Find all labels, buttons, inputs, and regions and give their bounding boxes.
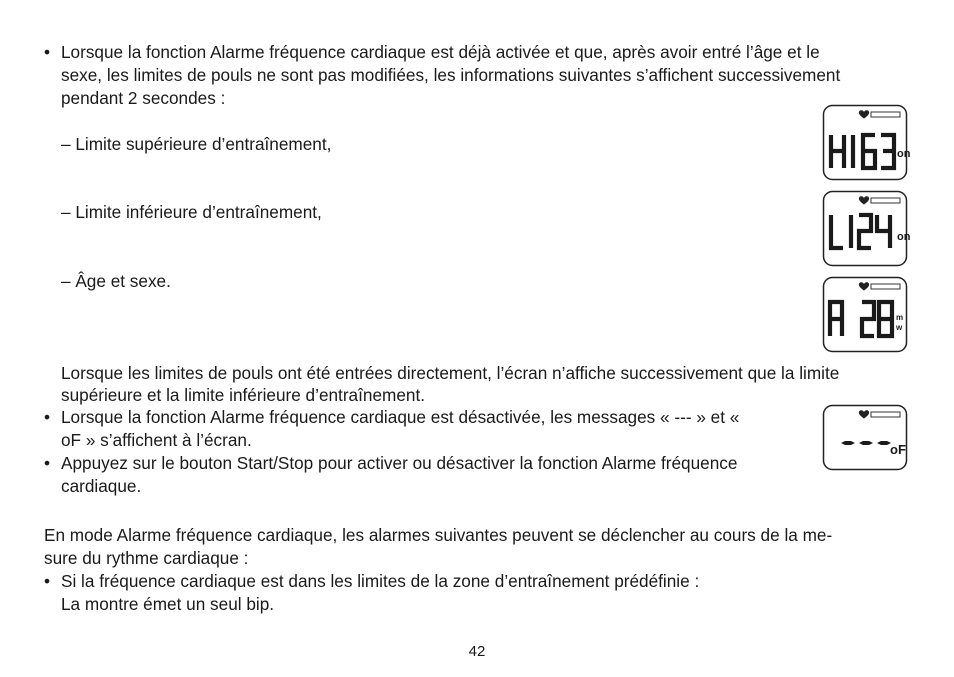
- lcd-suffix: oF: [890, 442, 906, 457]
- lcd-display-off: [822, 404, 908, 471]
- paragraph-line: Lorsque la fonction Alarme fréquence cardiaque est désactivée, les messages « --- » et «: [61, 407, 740, 427]
- paragraph-line: Lorsque la fonction Alarme fréquence cardiaque est déjà activée et que, après avoir entré l’âge et le: [61, 42, 820, 62]
- lcd-suffix: on: [897, 148, 911, 160]
- lcd-display-age-sex: [822, 276, 908, 353]
- bullet-mark: •: [44, 571, 51, 591]
- heart-icon: [859, 410, 869, 418]
- paragraph-line: supérieure et la limite inférieure d’entraînement.: [61, 385, 425, 405]
- lcd-display-lower-limit: [822, 190, 911, 267]
- paragraph-line: Si la fréquence cardiaque est dans les limites de la zone d’entraînement prédéfinie :: [61, 571, 700, 591]
- paragraph-line: sure du rythme cardiaque :: [44, 548, 249, 568]
- paragraph-line: Appuyez sur le bouton Start/Stop pour activer ou désactiver la fonction Alarme fréquence: [61, 453, 738, 473]
- lcd-suffix-top: m: [896, 313, 904, 322]
- list-item-upper-limit: – Limite supérieure d’entraînement,: [61, 134, 332, 154]
- lcd-suffix-bottom: w: [896, 323, 903, 332]
- lcd-display-upper-limit: [822, 104, 911, 181]
- paragraph-line: cardiaque.: [61, 476, 142, 496]
- page-number: 42: [468, 643, 486, 660]
- paragraph-line: pendant 2 secondes :: [61, 88, 226, 108]
- paragraph-line: Lorsque les limites de pouls ont été entrées directement, l’écran n’affiche successivement que la limite: [61, 363, 840, 383]
- list-item-lower-limit: – Limite inférieure d’entraînement,: [61, 202, 322, 222]
- paragraph-line: La montre émet un seul bip.: [61, 594, 275, 614]
- bullet-mark: •: [44, 42, 51, 62]
- paragraph-line: En mode Alarme fréquence cardiaque, les alarmes suivantes peuvent se déclencher au cours de la me-: [44, 525, 833, 545]
- paragraph-line: sexe, les limites de pouls ne sont pas modifiées, les informations suivantes s’affichent successivement: [61, 65, 841, 85]
- bullet-mark: •: [44, 407, 51, 427]
- bullet-mark: •: [44, 453, 51, 473]
- heart-icon: [859, 110, 869, 118]
- heart-icon: [859, 282, 869, 290]
- paragraph-line: oF » s’affichent à l’écran.: [61, 430, 252, 450]
- list-item-age-sex: – Âge et sexe.: [61, 271, 171, 291]
- lcd-suffix: on: [897, 231, 911, 243]
- heart-icon: [859, 196, 869, 204]
